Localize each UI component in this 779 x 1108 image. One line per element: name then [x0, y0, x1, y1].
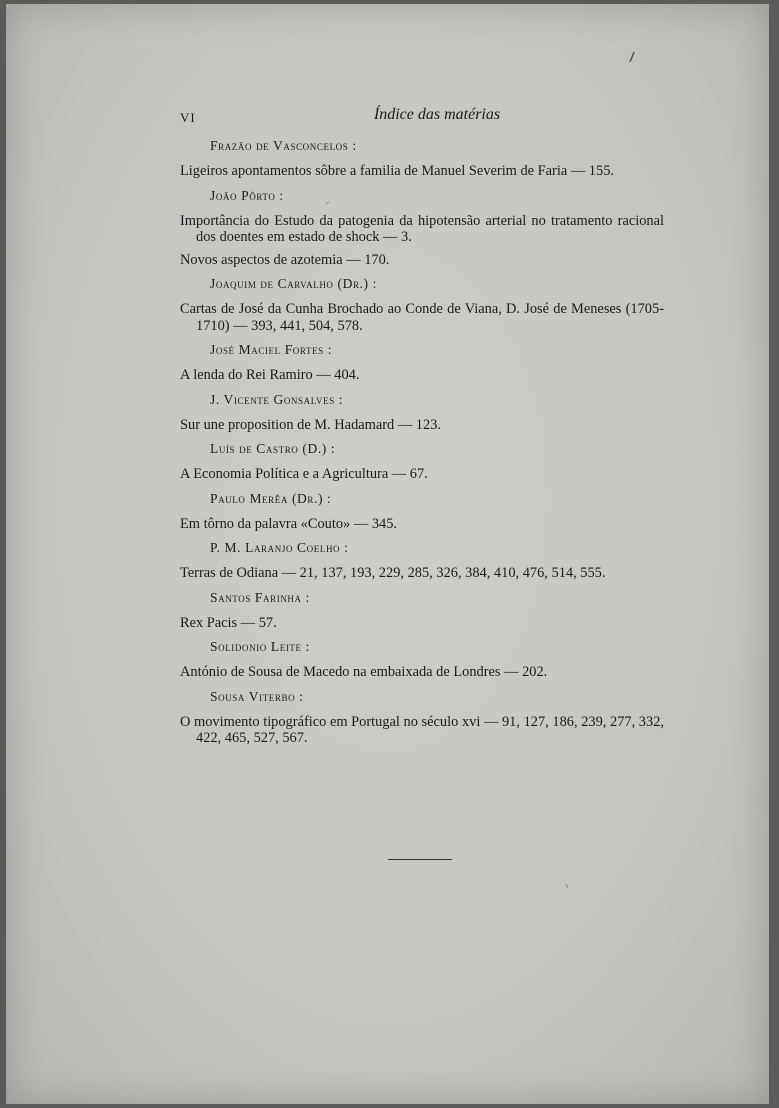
closing-rule: [388, 859, 452, 860]
author-heading: P. M. Laranjo Coelho :: [210, 540, 349, 555]
running-title: Índice das matérias: [373, 106, 501, 123]
index-entry: Terras de Odiana — 21, 137, 193, 229, 285, 326, 384, 410, 476, 514, 555.: [180, 565, 606, 581]
index-entry: Ligeiros apontamentos sôbre a familia de Manuel Severim de Faria — 155.: [180, 163, 614, 179]
index-entry: O movimento tipográfico em Portugal no século xvi — 91, 127, 186, 239, 277, 332, 422, 465, 527, 567.: [180, 713, 664, 746]
index-entry: António de Sousa de Macedo na embaixada de Londres — 202.: [180, 664, 548, 680]
author-sections: [180, 138, 664, 747]
index-entry: A lenda do Rei Ramiro — 404.: [180, 367, 360, 383]
author-heading: Paulo Merêa (Dr.) :: [210, 490, 332, 506]
index-entry: Novos aspectos de azotemia — 170.: [180, 251, 390, 268]
index-content: [180, 104, 664, 753]
author-heading: Santos Farinha :: [210, 589, 310, 605]
author-heading: Sousa Viterbo :: [210, 688, 304, 704]
page-number: VI: [180, 110, 196, 125]
index-entry: Sur une proposition de M. Hadamard — 123.: [180, 416, 441, 433]
index-entry: Em tôrno da palavra «Couto» — 345.: [180, 515, 398, 532]
index-entry: Cartas de José da Cunha Brochado ao Conde de Viana, D. José de Meneses (1705-1710) — 393, 441, 504, 578.: [180, 301, 664, 334]
author-heading: J. Vicente Gonsalves :: [210, 391, 344, 407]
index-entry: A Economia Política e a Agricultura — 67.: [180, 466, 428, 482]
author-heading: João Pôrto :: [210, 187, 284, 203]
author-heading: Frazão de Vasconcelos :: [210, 138, 357, 153]
author-heading: José Maciel Fortes :: [210, 342, 333, 357]
index-entry: Rex Pacis — 57.: [180, 614, 277, 631]
author-heading: Solidonio Leite :: [210, 639, 310, 654]
author-heading: Joaquim de Carvalho (Dr.) :: [210, 276, 377, 291]
author-heading: Luís de Castro (D.) :: [210, 441, 336, 456]
index-entry: Importância do Estudo da patogenia da hipotensão arterial no tratamento racional dos doentes em estado de shock — 3.: [180, 212, 664, 245]
page-sheet: [6, 4, 769, 1104]
page-header: [180, 104, 664, 128]
